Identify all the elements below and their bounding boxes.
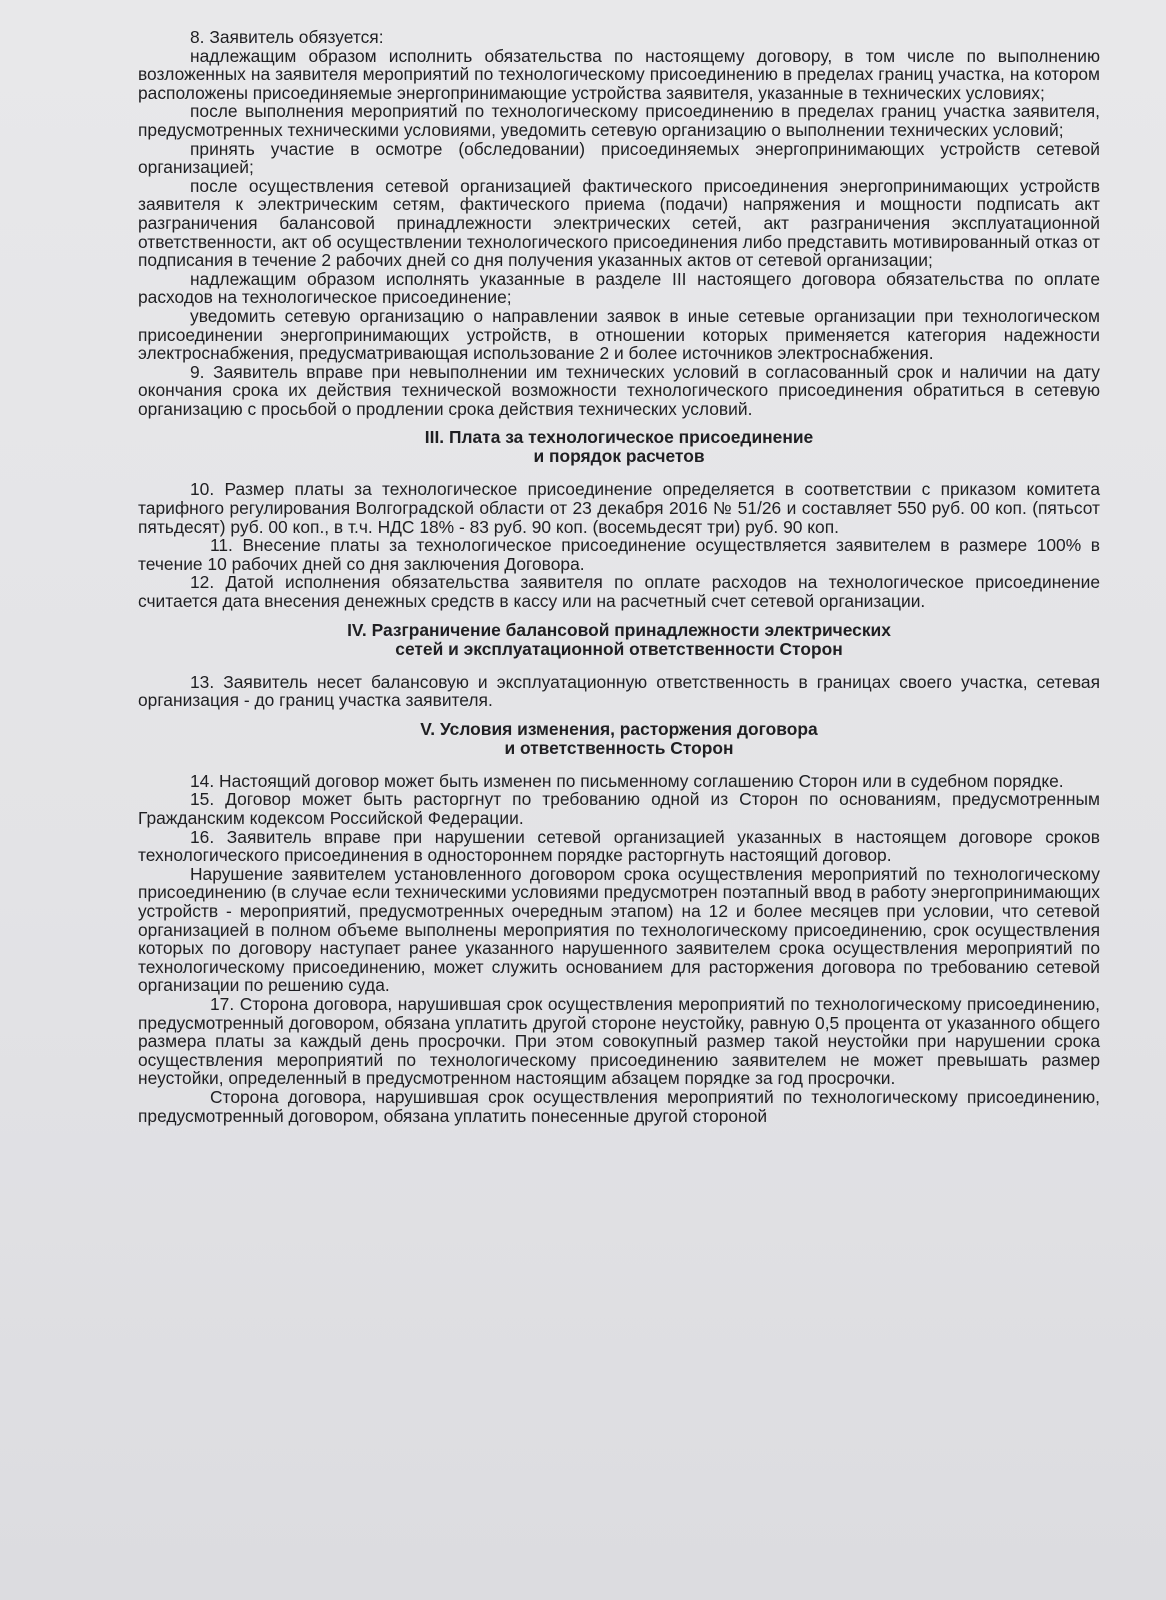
clause-13: 13. Заявитель несет балансовую и эксплуатационную ответственность в границах своего участка, сетевая организация - до границ участка заявителя. <box>138 671 1100 711</box>
clause-16: 16. Заявитель вправе при нарушении сетевой организацией указанных в настоящем договоре сроков технологического присоединения в одностороннем порядке расторгнуть настоящий договор. <box>138 826 1100 866</box>
clause-8-item-e: надлежащим образом исполнять указанные в разделе III настоящего договора обязательства по оплате расходов на технологическое присоединение; <box>138 268 1100 308</box>
clause-10: 10. Размер платы за технологическое присоединение определяется в соответствии с приказом комитета тарифного регулирования Волгоградской области от 23 декабря 2016 № 51/26 и составляет 550 руб. 00 коп. (пятьсот пятьдесят) руб. 00 коп., в т.ч. НДС 18% - 83 руб. 90 коп. (восемьдесят три) руб. 90 коп. <box>138 479 1100 537</box>
section-4-heading <box>138 621 1100 659</box>
clause-8-intro: 8. Заявитель обязуется: <box>190 27 384 47</box>
clause-8-item-f: уведомить сетевую организацию о направлении заявок в иные сетевые организации при технологическом присоединении энергопринимающих устройств, в отношении которых применяется категория надежности электроснабжения, предусматривающая использование 2 и более источников электроснабжения. <box>138 305 1100 364</box>
clause-11: 11. Внесение платы за технологическое присоединение осуществляется заявителем в размере 100% в течение 10 рабочих дней со дня заключения Договора. <box>138 535 1100 574</box>
section-3-subtitle: и порядок расчетов <box>533 446 705 467</box>
clause-8-item-a: надлежащим образом исполнить обязательства по настоящему договору, в том числе по выполнению возложенных на заявителя мероприятий по технологическому присоединению в пределах границ участка, на котором расположены присоединяемые энергопринимающие устройства заявителя, указанные в технических условиях; <box>138 45 1100 103</box>
clause-8-item-b: после выполнения мероприятий по технологическому присоединению в пределах границ участка заявителя, предусмотренных техническими условиями, уведомить сетевую организацию о выполнении технических условий; <box>138 101 1100 140</box>
clause-15: 15. Договор может быть расторгнут по требованию одной из Сторон по основаниям, предусмотренным Гражданским кодексом Российской Федерации. <box>138 789 1100 828</box>
clause-8-item-d: после осуществления сетевой организацией фактического присоединения энергопринимающих устройств заявителя к электрическим сетям, фактического приема (подачи) напряжения и мощности подписать акт разграничения балансовой принадлежности электрических сетей, акт разграничения эксплуатационной ответственности, акт об осуществлении технологического присоединения либо представить мотивированный отказ от подписания в течение 2 рабочих дней со дня получения указанных актов от сетевой организации; <box>138 175 1100 271</box>
section-4-title: IV. Разграничение балансовой принадлежности электрических <box>347 619 891 640</box>
section-3-heading <box>138 428 1100 466</box>
contract-text <box>138 28 1100 1125</box>
section-5-heading <box>138 720 1100 758</box>
section-3-title: III. Плата за технологическое присоединение <box>424 427 814 448</box>
clause-17-paragraph-2: Сторона договора, нарушившая срок осуществления мероприятий по технологическому присоединению, предусмотренный договором, обязана уплатить понесенные другой стороной <box>138 1086 1100 1126</box>
clause-12: 12. Датой исполнения обязательства заявителя по оплате расходов на технологическое присоединение считается дата внесения денежных средств в кассу или на расчетный счет сетевой организации. <box>138 572 1100 612</box>
section-5-subtitle: и ответственность Сторон <box>504 737 734 758</box>
section-4-subtitle: сетей и эксплуатационной ответственности Сторон <box>395 638 843 659</box>
clause-14: 14. Настоящий договор может быть изменен по письменному соглашению Сторон или в судебном порядке. <box>190 770 1064 791</box>
clause-9: 9. Заявитель вправе при невыполнении им технических условий в согласованный срок и наличии на дату окончания срока их действия технической возможности технологического присоединения обратиться в сетевую организацию с просьбой о продлении срока действия технических условий. <box>138 361 1100 419</box>
clause-17: 17. Сторона договора, нарушившая срок осуществления мероприятий по технологическому присоединению, предусмотренный договором, обязана уплатить другой стороне неустойку, равную 0,5 процента от указанного общего размера платы за каждый день просрочки. При этом совокупный размер такой неустойки при нарушении срока осуществления мероприятий по технологическому присоединению заявителем не может превышать размер неустойки, определенный в предусмотренном настоящим абзацем порядке за год просрочки. <box>138 993 1100 1089</box>
clause-8-item-c: принять участие в осмотре (обследовании) присоединяемых энергопринимающих устройств сетевой организацией; <box>138 138 1100 178</box>
clause-16-paragraph-2: Нарушение заявителем установленного договором срока осуществления мероприятий по технологическому присоединению (в случае если техническими условиями предусмотрен поэтапный ввод в работу энергопринимающих устройств - мероприятий, предусмотренных очередным этапом) на 12 и более месяцев при условии, что сетевой организацией в полном объеме выполнены мероприятия по технологическому присоединению, срок осуществления которых по договору наступает ранее указанного нарушенного заявителем срока осуществления мероприятий по технологическому присоединению, может служить основанием для расторжения договора по требованию сетевой организации по решению суда. <box>138 863 1100 996</box>
section-5-title: V. Условия изменения, расторжения договора <box>420 718 818 739</box>
